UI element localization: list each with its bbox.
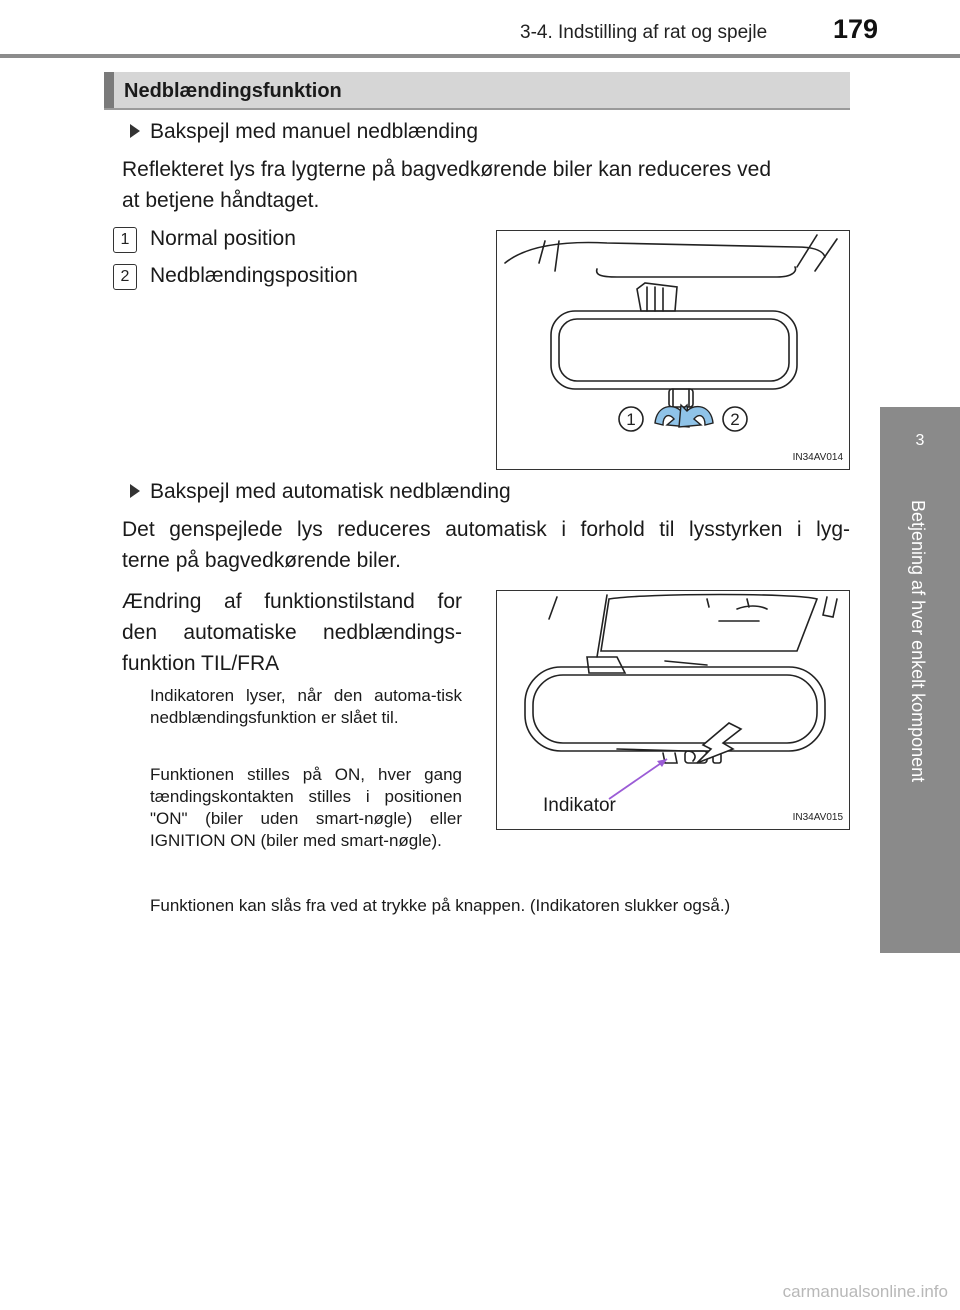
note-function-on: Funktionen stilles på ON, hver gang tændingskontakten stilles i positionen "ON" (biler uden smart-nøgle) eller IGNITION ON (biler med smart-nøgle).: [150, 765, 462, 850]
auto-mirror-heading: Bakspejl med automatisk nedblænding: [150, 480, 511, 503]
header-rule: [0, 54, 960, 58]
page-number: 179: [833, 14, 879, 44]
note-indicator-on: Indikatoren lyser, når den automa-tisk nedblændingsfunktion er slået til.: [150, 686, 462, 727]
figure-code: IN34AV014: [792, 452, 843, 463]
header-section-title: 3-4. Indstilling af rat og spejle: [520, 22, 768, 43]
item-marker-1: 1: [113, 227, 137, 253]
chapter-title: Betjening af hver enkelt komponent: [908, 500, 928, 783]
chapter-number: 3: [915, 432, 925, 449]
section-rule: [104, 108, 850, 110]
item-marker-2: 2: [113, 264, 137, 290]
callout-1: 1: [626, 410, 636, 429]
note-function-off: Funktionen kan slås fra ved at trykke på knappen. (Indikatoren slukker også.): [150, 896, 731, 915]
auto-mirror-figure: [496, 590, 850, 830]
change-mode-line2: den automatiske nedblændings-: [122, 621, 462, 644]
callout-2: 2: [730, 410, 740, 429]
manual-mirror-body-line1: Reflekteret lys fra lygterne på bagvedkørende biler kan reduceres ved: [122, 158, 772, 181]
manual-mirror-figure: [496, 230, 850, 470]
indicator-label: Indikator: [543, 795, 616, 816]
manual-mirror-illustration: [497, 231, 849, 469]
auto-mirror-illustration: [497, 591, 849, 829]
change-mode-line3: funktion TIL/FRA: [122, 652, 280, 675]
watermark: carmanualsonline.info: [782, 1282, 948, 1301]
section-title: Nedblændingsfunktion: [124, 80, 342, 102]
auto-mirror-body-line2: terne på bagvedkørende biler.: [122, 549, 402, 572]
manual-mirror-heading: Bakspejl med manuel nedblænding: [150, 120, 479, 143]
manual-mirror-body-line2: at betjene håndtaget.: [122, 189, 320, 212]
indicator-pointer-line: [609, 759, 667, 799]
item-label-dimming-position: Nedblændingsposition: [150, 264, 358, 287]
bullet-triangle-icon: [130, 484, 140, 498]
bullet-triangle-icon: [130, 124, 140, 138]
change-mode-line1: Ændring af funktionstilstand for: [122, 590, 462, 613]
item-label-normal-position: Normal position: [150, 227, 296, 250]
figure-code: IN34AV015: [792, 812, 843, 823]
auto-mirror-body-line1: Det genspejlede lys reduceres automatisk i forhold til lysstyrken i lyg-: [122, 518, 850, 541]
